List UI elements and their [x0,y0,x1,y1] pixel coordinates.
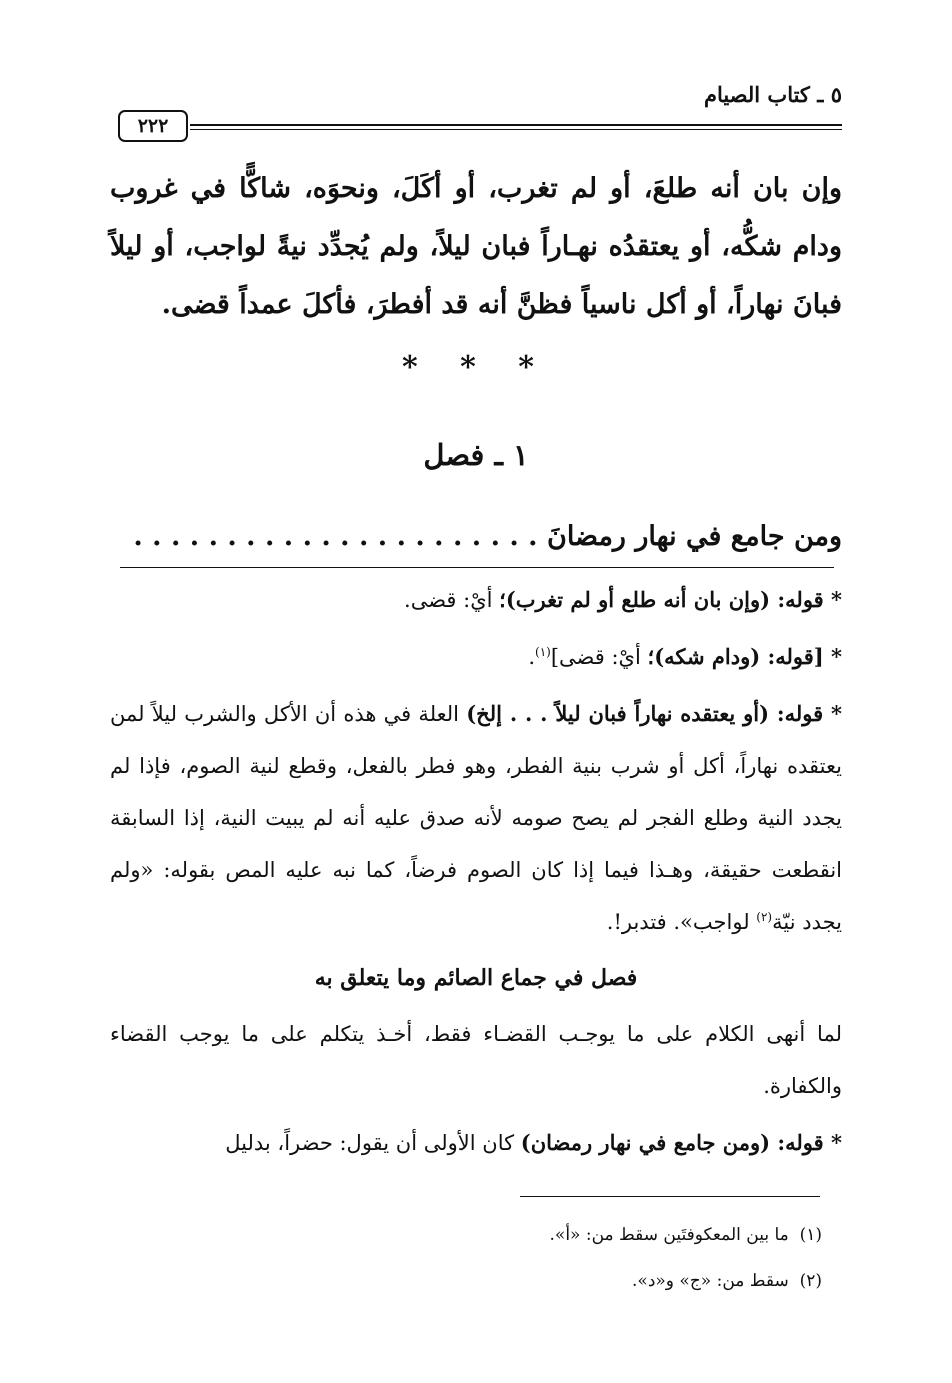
quote-lead: * [قوله: (ودام شكه)؛ [647,644,842,669]
footnote-2 [110,1258,822,1304]
footnote-number: (١) [799,1225,822,1245]
footnote-rule [520,1196,820,1197]
section-subheading: فصل في جماع الصائم وما يتعلق به [314,965,638,991]
quote-lead: * قوله: (ومن جامع في نهار رمضان) [520,1130,842,1155]
commentary-item-1 [110,574,842,626]
page-number-box: ٢٢٢ [118,110,188,142]
quote-lead: * قوله: (وإن بان أنه طلع أو لم تغرب)؛ [499,587,842,612]
matn-chapter-line [110,512,842,562]
matn-sharh-separator [120,567,834,568]
commentary-block [110,574,842,1169]
footnote-text: سقط من: «ج» و«د». [632,1271,789,1291]
commentary-end: لواجب». فتدبر!. [606,910,757,934]
commentary-item-2 [110,631,842,683]
footnotes [110,1212,822,1304]
matn-chapter-dots: . . . . . . . . . . . . . . . . . . . . . . [133,521,547,552]
quote-lead: * قوله: (أو يعتقده نهاراً فبان ليلاً . . . إلخ) [466,701,842,726]
footnote-text: ما بين المعكوفتَين سقط من: «أ». [549,1225,789,1245]
commentary-text: أيْ: قضى] [550,645,648,669]
commentary-text: العلة في هذه أن الأكل والشرب ليلاً لمن يعتقده نهاراً، أكل أو شرب بنية الفطر، وهو فطر بالفعل، وقطع لنية الصوم، فإذا لم يجدد النية وطلع الفجر لم يصح صومه لأنه صدق عليه أنه لم يبيت النية، إذا السابقة انقطعت حقيقة، وهـذا فيما إذا كان الصوم فرضاً، كما نبه عليه المص بقوله: «ولم يجدد نيّة [110,702,842,934]
commentary-text: أيْ: قضى. [404,588,500,612]
chapter-heading: ١ ـ فصل [423,438,529,472]
footnote-1 [110,1212,822,1258]
header-rule [190,124,842,130]
matn-chapter-text: ومن جامع في نهار رمضانَ [546,521,842,552]
commentary-item-4 [110,1117,842,1169]
matn-paragraph: وإن بان أنه طلعَ، أو لم تغرب، أو أكَلَ، ونحوَه، شاكًّا في غروب ودام شكُّه، أو يعتقدُه نهـاراً فبان ليلاً، ولم يُجدِّد نيةً لواجب، أو ليلاً فبانَ نهاراً، أو أكل ناسياً فظنَّ أنه قد أفطرَ، فأكلَ عمداً قضى. [110,173,842,320]
running-header-title: ٥ ـ كتاب الصيام [703,82,842,107]
commentary-item-3 [110,688,842,948]
commentary-intro: لما أنهى الكلام على ما يوجـب القضـاء فقط، أخـذ يتكلم على ما يوجب القضاء والكفارة. [110,1022,842,1098]
section-divider-stars: * * * [402,350,550,385]
commentary-end: . [528,645,536,669]
footnote-number: (٢) [799,1271,822,1291]
commentary-text: كان الأولى أن يقول: حضراً، بدليل [225,1131,521,1155]
footnote-ref: (١) [535,645,551,659]
footnote-ref: (٢) [756,910,773,924]
